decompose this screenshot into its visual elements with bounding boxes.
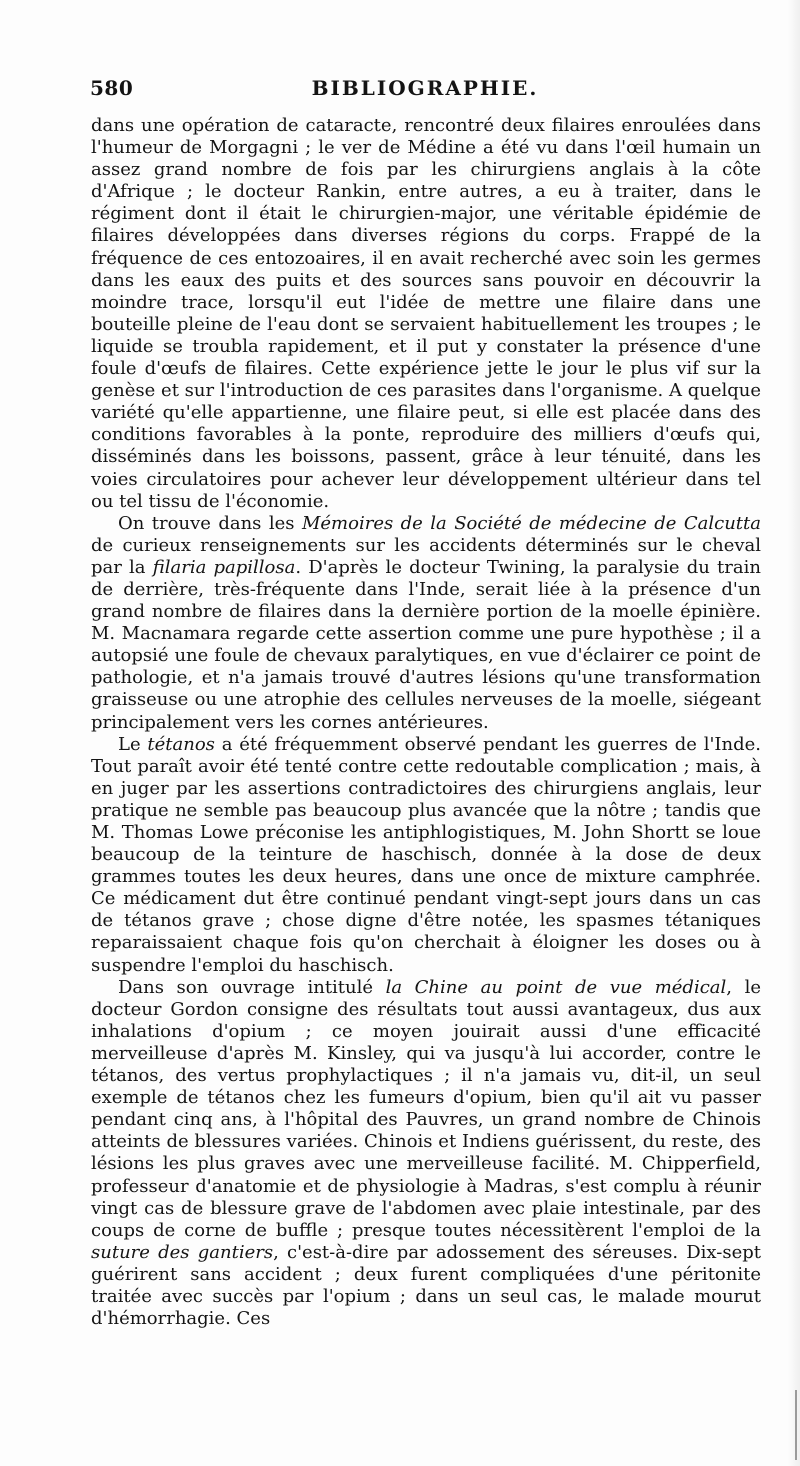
running-title: BIBLIOGRAPHIE.: [311, 76, 539, 100]
paragraph: [91, 115, 761, 513]
page-header: [90, 72, 760, 112]
paragraph-text: de curieux renseignements sur les accidents déterminés sur le cheval par la: [91, 534, 761, 578]
paragraph-text: Le: [118, 733, 148, 755]
italic-text: la Chine au point de vue médical: [385, 976, 727, 998]
italic-text: filaria papillosa: [152, 556, 296, 578]
paragraph-text: , c'est-à-dire par adossement des séreuses. Dix-sept guérirent sans accident ; deux furent compliquées d'une péritonite traitée avec succès par l'opium ; dans un seul cas, le malade mourut d'hémorrhagie. Ces: [91, 1241, 761, 1330]
page-edge-shadow: [788, 0, 800, 1466]
paragraph-text: Dans son ouvrage intitulé: [118, 976, 386, 998]
italic-text: suture des gantiers: [91, 1241, 274, 1263]
page-edge-mark: [795, 1390, 797, 1460]
italic-text: Mémoires de la Société de médecine de Calcutta: [301, 512, 761, 534]
body-text: [91, 115, 761, 1330]
paragraph: [91, 734, 761, 977]
paragraph: [91, 513, 761, 734]
paragraph-text: , le docteur Gordon consigne des résultats tout aussi avantageux, dus aux inhalations d'opium ; ce moyen jouirait aussi d'une efficacité merveilleuse d'après M. Kinsley, qui va jusqu'à lui accorder, contre le tétanos, des vertus prophylactiques ; il n'a jamais vu, dit-il, un seul exemple de tétanos chez les fumeurs d'opium, bien qu'il ait vu passer pendant cinq ans, à l'hôpital des Pauvres, un grand nombre de Chinois atteints de blessures variées. Chinois et Indiens guérissent, du reste, des lésions les plus graves avec une merveilleuse facilité. M. Chipperfield, professeur d'anatomie et de physiologie à Madras, s'est complu à réunir vingt cas de blessure grave de l'abdomen avec plaie intestinale, par des coups de corne de buffle ; presque toutes nécessitèrent l'emploi de la: [91, 976, 761, 1241]
paragraph-text: dans une opération de cataracte, rencontré deux filaires enroulées dans l'humeur de Morgagni ; le ver de Médine a été vu dans l'œil humain un assez grand nombre de fois par les chirurgiens anglais à la côte d'Afrique ; le docteur Rankin, entre autres, a eu à traiter, dans le régiment dont il était le chirurgien-major, une véritable épidémie de filaires développées dans diverses régions du corps. Frappé de la fréquence de ces entozoaires, il en avait recherché avec soin les germes dans les eaux des puits et des sources sans pouvoir en découvrir la moindre trace, lorsqu'il eut l'idée de mettre une filaire dans une bouteille pleine de l'eau dont se servaient habituellement les troupes ; le liquide se troubla rapidement, et il put y constater la présence d'une foule d'œufs de filaires. Cette expérience jette le jour le plus vif sur la genèse et sur l'introduction de ces parasites dans l'organisme. A quelque variété qu'elle appartienne, une filaire peut, si elle est placée dans des conditions favorables à la ponte, reproduire des milliers d'œufs qui, disséminés dans les boissons, passent, grâce à leur ténuité, dans les voies circulatoires pour achever leur développement ultérieur dans tel ou tel tissu de l'économie.: [91, 115, 761, 512]
paragraph-text: On trouve dans les: [118, 512, 302, 534]
paragraph: [91, 977, 761, 1331]
paragraph-text: a été fréquemment observé pendant les guerres de l'Inde. Tout paraît avoir été tenté contre cette redoutable complication ; mais, à en juger par les assertions contradictoires des chirurgiens anglais, leur pratique ne semble pas beaucoup plus avancée que la nôtre ; tandis que M. Thomas Lowe préconise les antiphlogistiques, M. John Shortt se loue beaucoup de la teinture de haschisch, donnée à la dose de deux grammes toutes les deux heures, dans une once de mixture camphrée. Ce médicament dut être continué pendant vingt-sept jours dans un cas de tétanos grave ; chose digne d'être notée, les spasmes tétaniques reparaissaient chaque fois qu'on cherchait à éloigner les doses ou à suspendre l'emploi du haschisch.: [91, 733, 761, 976]
page-number: 580: [90, 76, 134, 100]
italic-text: tétanos: [147, 733, 215, 755]
paragraph-text: . D'après le docteur Twining, la paralysie du train de derrière, très-fréquente dans l'Inde, serait liée à la présence d'un grand nombre de filaires dans la dernière portion de la moelle épinière. M. Macnamara regarde cette assertion comme une pure hypothèse ; il a autopsié une foule de chevaux paralytiques, en vue d'éclairer ce point de pathologie, et n'a jamais trouvé d'autres lésions qu'une transformation graisseuse ou une atrophie des cellules nerveuses de la moelle, siégeant principalement vers les cornes antérieures.: [91, 556, 761, 733]
